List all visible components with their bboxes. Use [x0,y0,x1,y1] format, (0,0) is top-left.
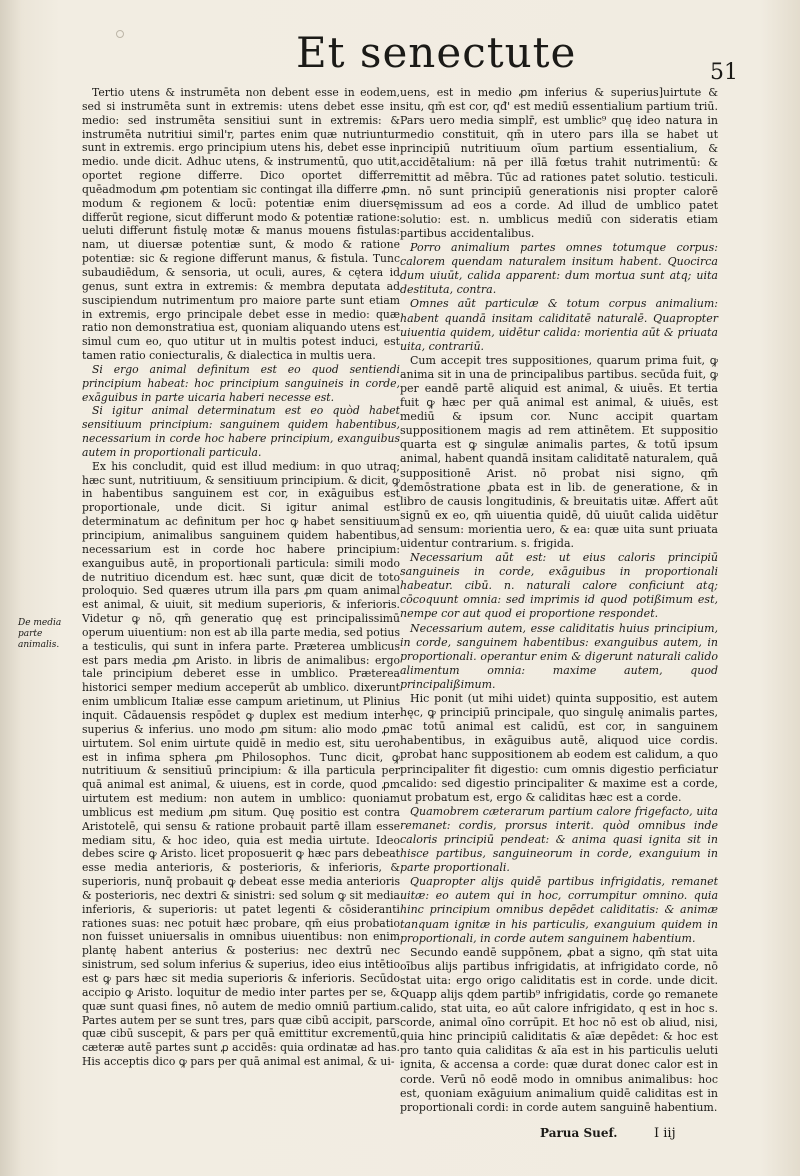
right-column [400,86,718,1115]
lemma-paragraph: Quamobrem cæterarum partium calore frigefacto, uita remanet: cordis, prorsus interit. quòd omnibus inde caloris principiū pendeat: & anima quasi ignita sit in hisce partibus, sanguineorum in corde, exanguium in parte proportionali. [400,804,718,875]
lemma-paragraph: Omnes aūt particulæ & totum corpus animalium: habent quandā insitam caliditatē naturalē. Quapropter uiuentia quidem, uidētur calida: morientia aūt & priuata uita, contrariū. [400,297,718,353]
lemma-paragraph: Porro animalium partes omnes totumque corpus: calorem quendam naturalem insitum habent. Quocirca dum uiuūt, calida apparent: dum mortua sunt atq; uita destituta, contra. [400,241,718,297]
gathering-mark: I iij [654,1126,676,1141]
commentary-paragraph: Ex his concludit, quid est illud medium: in quo utraq; hæc sunt, nutritiuum, & sensitiuum principium. & dicit, ꝙ in habentibus sanguinem est cor, in exāguibus est proportionale, unde dicit. Si igitur animal est determinatum ac definitum per hoc ꝙ habet sensitiuum principium, animalibus sanguinem quidem habentibus, necessarium est in corde hoc habere principium: exanguibus autē, in proportionali particula: simili modo de nutritiuo dicendum est. hæc sunt, quæ dicit de toto proloquio. Sed quæres utrum illa pars ꝓm quam animal est animal, & uiuit, sit medium superioris, & inferioris. Videtur ꝙ nō, qm̄ generatio quę est principalissimū operum uiuentium: non est ab illa parte media, sed potius a testiculis, qui sunt in infera parte. Præterea umblicus est pars media ꝓm Aristo. in libris de animalibus: ergo tale principium deberet esse in umblico. Præterea historici semper medium acceperūt ab umblico. dixerunt enim umblicum Italiæ esse campum arietinum, ut Plinius inquit. Cādauensis respōdet ꝙ duplex est medium inter superius & inferius. uno modo ꝓm situm: alio modo ꝓm uirtutem. Sol enim uirtute quidē in medio est, situ uero est in infima sphera ꝓm Philosophos. Tunc dicit, ꝙ nutritiuum & sensitiuū principium: & illa particula per quā animal est animal, & uiuens, est in corde, quod ꝓm uirtutem est medium: non autem in umblico: quoniam umblicus est medium ꝓm situm. Quę positio est contra Aristotelē, qui sensu & ratione probauit partē illam esse mediam situ, & hoc ideo, quia est media uirtute. Ideo debes scire ꝙ Aristo. licet proposuerit ꝙ hæc pars debeat esse media anterioris, & posterioris, & inferioris, & superioris, nunq̄ probauit ꝙ debeat esse media anterioris & posterioris, nec dextri & sinistri: sed solum ꝙ sit media inferioris, & superioris: ut patet legenti & cōsideranti rationes suas: nec potuit hæc probare, qm̄ eius probatio non fuisset uniuersalis in omnibus uiuentibus: non enim plantę habent anterius & posterius: nec dextrū nec sinistrum, sed solum inferius & superius, ideo eius intētio est ꝙ pars hæc sit media superioris & inferioris. Secūdo accipio ꝙ Aristo. loquitur de medio inter partes per se, & quæ sunt quasi fines, nō autem de medio omniū partium. Partes autem per se sunt tres, pars quæ cibū accipit, pars quæ cibū suscepit, & pars per quā emittitur excrementū, cæteræ autē partes sunt ꝓ accidēs: quia ordinatæ ad has. His acceptis dico ꝙ pars per quā animal est animal, & ui- [82,459,400,1069]
commentary-paragraph: uens, est in medio ꝓm inferius & superius]uirtute & situ, qm̄ est cor, qđ' est mediū essentialium partium triū. Pars uero media simplr̄, est umblic⁹ quę ideo natura in medio constituit, qm̄ in utero pars illa se habet ut principiū nutritiuum oīum partium essentialium, & accidētalium: nā per illā fœtus trahit nutrimentū: & mittit ad mēbra. Tūc ad rationes patet solutio. testiculi. n. nō sunt principiū generationis nisi propter calorē missum ad eos a corde. Ad illud de umblico patet solutio: est. n. umblicus mediū con sideratis etiam partibus accidentalibus. [400,86,718,240]
margin-note: De media parte animalis. [18,618,62,650]
paper-blemish [116,30,124,38]
left-column [82,86,400,1069]
printer-signature: Parua Suef. [540,1126,618,1140]
lemma-paragraph: Si igitur animal determinatum est eo quòd habet sensitiuum principium: sanguinem quidem habentibus, necessarium in corde hoc habere principium, exanguibus autem in proportionali particula. [82,404,400,459]
commentary-paragraph: Cum accepit tres suppositiones, quarum prima fuit, ꝙ anima sit in una de principalibus partibus. secūda fuit, ꝙ per eandē partē aliquid est animal, & uiuēs. Et tertia fuit ꝙ hæc per quā animal est animal, & uiuēs, est mediū & ipsum cor. Nunc accipit quartam suppositionem magis ad rem attinētem. Et suppositio quarta est ꝙ singulæ animalis partes, & totū ipsum animal, habent quandā insitam caliditatē naturalem, quā suppositionē Arist. nō probat nisi signo, qm̄ demōstratione ꝓbata est in lib. de generatione, & in libro de causis longitudinis, & breuitatis uitæ. Affert aūt signū ex eo, qm̄ uiuentia quidē, dū uiuūt calida uidētur ad sensum: morientia uero, & ea: quæ uita sunt priuata uidentur contrarium. s. frigida. [400,353,718,550]
folio-number: 51 [710,60,738,85]
commentary-paragraph: Tertio utens & instrumēta non debent esse in eodem, sed si instrumēta sunt in extremis: utens debet esse in medio: sed instrumēta sensitiui sunt in extremis: & instrumēta nutritiui simil'r, partes enim quæ nutriuntur sunt in extremis. ergo principium utens his, debet esse in medio. unde dicit. Adhuc utens, & instrumentū, quo utit, oportet regione differre. Dico oportet differre quēadmodum ꝓm potentiam sic contingat illa differre ꝓm modum & regionem & locū: potentiæ enim diuersę differūt regione, sicut differunt modo & potentiæ ratione: ueluti differunt fistulę motæ & manus mouens fistulas: nam, ut diuersæ potentiæ sunt, & modo & ratione potentiæ: sic & regione differunt manus, & fistula. Tunc subaudiēdum, & sensoria, ut oculi, aures, & cętera id genus, sunt extra in extremis: & membra deputata ad suscipiendum nutrimentum pro maiore parte sunt etiam in extremis, ergo principale debet esse in medio: quæ ratio non demonstratiua est, quoniam aliquando utens est simul cum eo, quo utitur ut in multis potest induci, est tamen ratio coniecturalis, & dialectica in multis uera. [82,86,400,363]
lemma-paragraph: Necessarium aūt est: ut eius caloris principiū sanguineis in corde, exāguibus in proportionali habeatur. cibū. n. naturali calore conficiunt atq; cōcoquunt omnia: sed imprimis id quod potißimum est, nempe cor aut quod ei proportione respondet. [400,551,718,621]
commentary-paragraph: Secundo eandē suppōnem, ꝓbat a signo, qm̄ stat uita oībus alijs partibus infrigidatis, at infrigidato corde, nō stat uita: ergo origo caliditatis est in corde. unde dicit. Quapp alijs qdem partib⁹ infrigidatis, corde ꝯo remanete calido, stat uita, eo aūt calore infrigidato, q est in hoc s. corde, animal oīno corrūpit. Et hoc nō est ob aliud, nisi, quia hinc principiū caliditatis & aīæ depēdet: & hoc est pro tanto quia caliditas & aīa est in his particulis ueluti ignita, & accensa a corde: quæ durat donec calor est in corde. Verū nō eodē modo in omnibus animalibus: hoc est, quoniam exāguium animalium quidē caliditas est in proportionali cordi: in corde autem sanguinē habentium. [400,945,718,1114]
lemma-paragraph: Necessarium autem, esse caliditatis huius principium, in corde, sanguinem habentibus: exanguibus autem, in proportionali. operantur enim & digerunt naturali calido alimentum omnia: maxime autem, quod principalißimum. [400,621,718,691]
lemma-paragraph: Quapropter alijs quidē partibus infrigidatis, remanet uitæ: eo autem qui in hoc, corrumpitur omnino. quia hinc principium omnibus depēdet caliditatis: & animæ tanquam ignitæ in his particulis, exanguium quidem in proportionali, in corde autem sanguinem habentium. [400,875,718,945]
running-title: Et senectute [296,28,577,77]
commentary-paragraph: Hic ponit (ut mihi uidet) quinta suppositio, est autem hęc, ꝙ principiū principale, quo singulę animalis partes, ac totū animal est calidū, est cor, in sanguinem habentibus, in exāguibus autē, aliquod uice cordis. probat hanc suppositionem ab eodem est calidum, a quo principaliter fit digestio: cum omnis digestio perficiatur calido: sed digestio principaliter & maxime est a corde, ut probatum est, ergo & caliditas hæc est a corde. [400,692,718,804]
lemma-paragraph: Si ergo animal definitum est eo quod sentiendi principium habeat: hoc principium sanguineis in corde, exāguibus in parte uicaria haberi necesse est. [82,362,400,404]
